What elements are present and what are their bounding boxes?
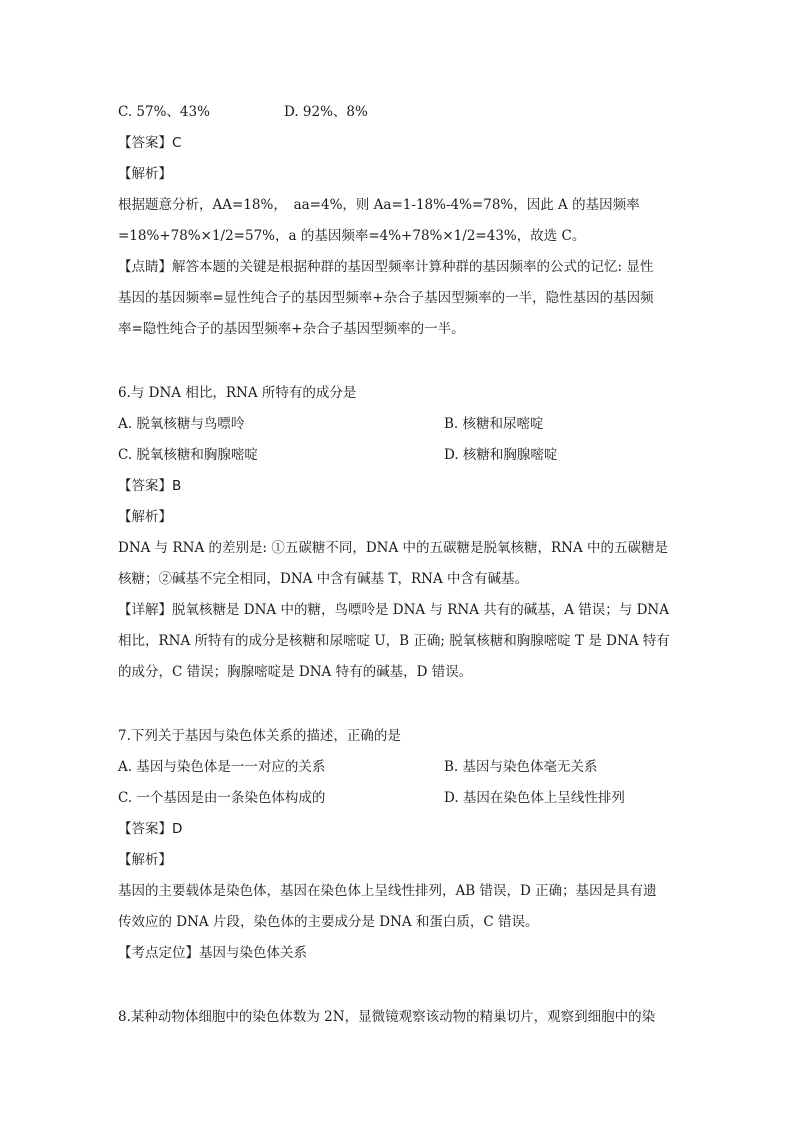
q5-comment-line-1: 【点睛】解答本题的关键是根据种群的基因型频率计算种群的基因频率的公式的记忆: 显性 bbox=[118, 259, 654, 275]
q7-option-c: C. 一个基因是由一条染色体构成的 bbox=[118, 790, 326, 806]
q5-analysis-line-1: 根据题意分析，AA=18%， aa=4%，则 Aa=1-18%-4%=78%，因此 A 的基因频率 bbox=[118, 197, 640, 213]
q6-detail-line-2: 相比，RNA 所特有的成分是核糖和尿嘧啶 U，B 正确; 脱氧核糖和胸腺嘧啶 T 是 DNA 特有 bbox=[118, 633, 670, 649]
q7-option-a: A. 基因与染色体是一一对应的关系 bbox=[118, 759, 326, 775]
q7-analysis-line-2: 传效应的 DNA 片段，染色体的主要成分是 DNA 和蛋白质，C 错误。 bbox=[118, 914, 539, 930]
q6-analysis-line-2: 核糖；②碱基不完全相同，DNA 中含有碱基 T，RNA 中含有碱基。 bbox=[118, 571, 528, 587]
q5-answer: 【答案】C bbox=[118, 135, 182, 151]
q7-option-d: D. 基因在染色体上呈线性排列 bbox=[444, 790, 625, 806]
q7-analysis-line-1: 基因的主要载体是染色体，基因在染色体上呈线性排列，AB 错误，D 正确；基因是具有遗 bbox=[118, 883, 657, 899]
q5-comment-line-3: 率=隐性纯合子的基因型频率+杂合子基因型频率的一半。 bbox=[118, 321, 465, 337]
q6-option-a: A. 脱氧核糖与鸟嘌呤 bbox=[118, 416, 245, 432]
q6-question: 6.与 DNA 相比，RNA 所特有的成分是 bbox=[118, 385, 357, 401]
q6-option-b: B. 核糖和尿嘧啶 bbox=[444, 416, 544, 432]
q7-knowledge-point: 【考点定位】基因与染色体关系 bbox=[118, 945, 307, 961]
q5-option-d: D. 92%、8% bbox=[284, 104, 368, 120]
q6-detail-line-1: 【详解】脱氧核糖是 DNA 中的糖，鸟嘌呤是 DNA 与 RNA 共有的碱基，A 错误；与 DNA bbox=[118, 602, 669, 618]
q6-analysis-line-1: DNA 与 RNA 的差别是: ①五碳糖不同，DNA 中的五碳糖是脱氧核糖，RNA 中的五碳糖是 bbox=[118, 540, 669, 556]
q5-option-c: C. 57%、43% bbox=[118, 104, 210, 120]
q5-comment-line-2: 基因的基因频率=显性纯合子的基因型频率+杂合子基因型频率的一半，隐性基因的基因频 bbox=[118, 290, 654, 306]
q7-answer: 【答案】D bbox=[118, 821, 183, 837]
q8-question: 8.某种动物体细胞中的染色体数为 2N，显微镜观察该动物的精巢切片，观察到细胞中的染 bbox=[118, 1009, 656, 1025]
q5-analysis-line-2: =18%+78%×1/2=57%，a 的基因频率=4%+78%×1/2=43%，故选 C。 bbox=[118, 228, 586, 244]
q7-analysis-label: 【解析】 bbox=[118, 852, 172, 868]
q6-option-d: D. 核糖和胸腺嘧啶 bbox=[444, 447, 558, 463]
q5-analysis-label: 【解析】 bbox=[118, 166, 172, 182]
q6-answer: 【答案】B bbox=[118, 478, 182, 494]
q7-option-b: B. 基因与染色体毫无关系 bbox=[444, 759, 598, 775]
q6-analysis-label: 【解析】 bbox=[118, 509, 172, 525]
q7-question: 7.下列关于基因与染色体关系的描述，正确的是 bbox=[118, 728, 401, 744]
q6-detail-line-3: 的成分，C 错误；胸腺嘧啶是 DNA 特有的碱基，D 错误。 bbox=[118, 664, 473, 680]
q6-option-c: C. 脱氧核糖和胸腺嘧啶 bbox=[118, 447, 258, 463]
